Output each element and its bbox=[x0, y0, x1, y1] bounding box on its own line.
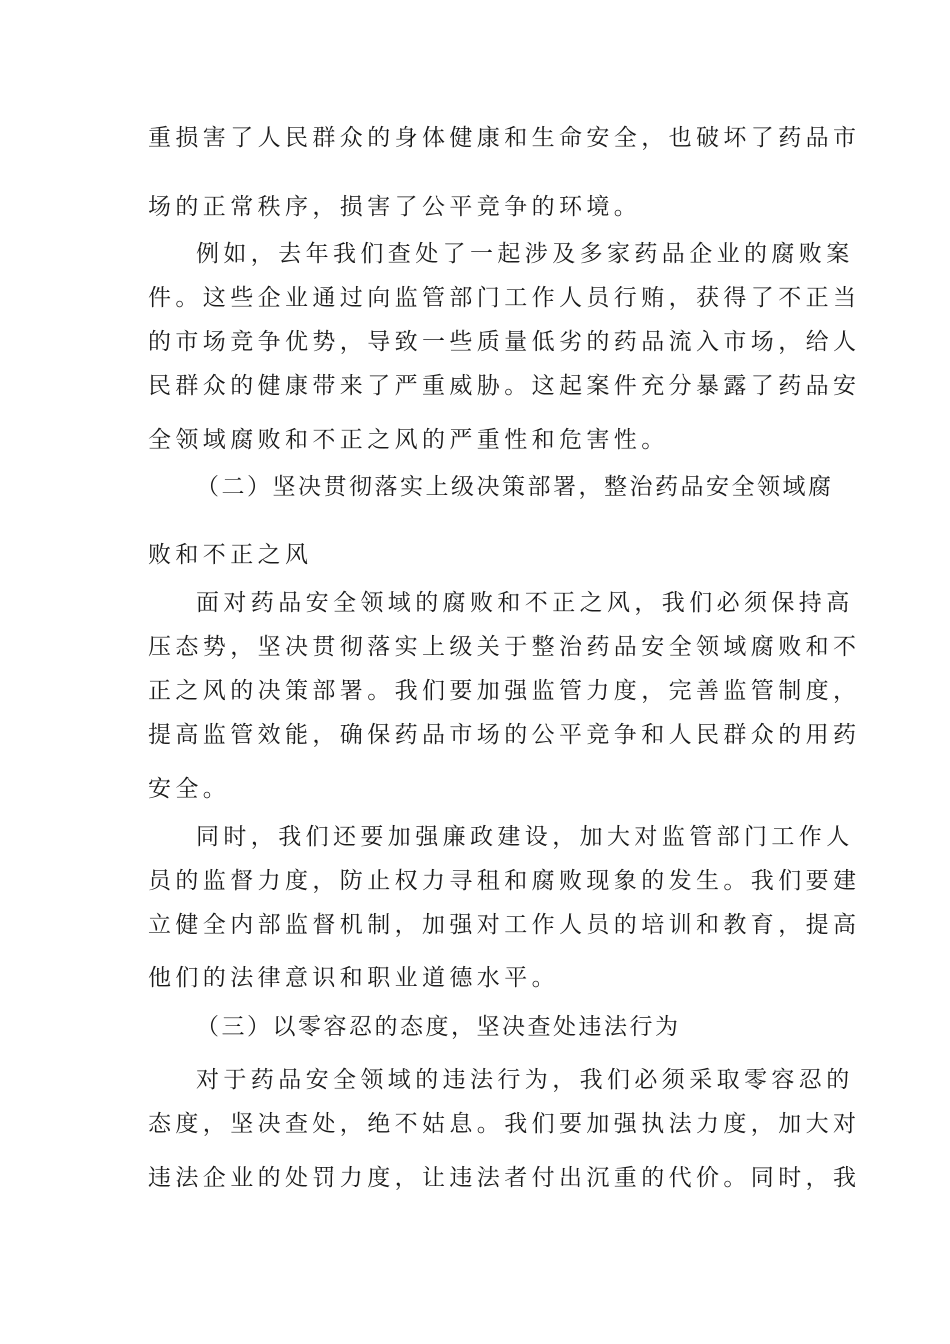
paragraph-line: 正之风的决策部署。我们要加强监管力度，完善监管制度， bbox=[148, 678, 861, 704]
paragraph-line: 员的监督力度，防止权力寻租和腐败现象的发生。我们要建 bbox=[148, 868, 861, 894]
paragraph-line: 态度，坚决查处，绝不姑息。我们要加强执法力度，加大对 bbox=[148, 1111, 861, 1137]
paragraph-line: 他们的法律意识和职业道德水平。 bbox=[148, 965, 559, 991]
paragraph-line: 件。这些企业通过向监管部门工作人员行贿，获得了不正当 bbox=[148, 285, 861, 311]
paragraph-line: 违法企业的处罚力度，让违法者付出沉重的代价。同时，我 bbox=[148, 1165, 861, 1191]
paragraph-line: 安全。 bbox=[148, 776, 231, 802]
paragraph-line: 重损害了人民群众的身体健康和生命安全，也破坏了药品市 bbox=[148, 125, 861, 151]
section-heading: （三）以零容忍的态度，坚决查处违法行为 bbox=[196, 1014, 681, 1040]
paragraph-line: 同时，我们还要加强廉政建设，加大对监管部门工作人 bbox=[196, 824, 854, 850]
paragraph-line: 对于药品安全领域的违法行为，我们必须采取零容忍的 bbox=[196, 1067, 854, 1093]
section-heading: （二）坚决贯彻落实上级决策部署，整治药品安全领域腐 bbox=[196, 474, 834, 500]
paragraph-line: 全领域腐败和不正之风的严重性和危害性。 bbox=[148, 427, 669, 453]
section-heading: 败和不正之风 bbox=[148, 542, 313, 568]
paragraph-line: 提高监管效能，确保药品市场的公平竞争和人民群众的用药 bbox=[148, 722, 861, 748]
paragraph-line: 场的正常秩序，损害了公平竞争的环境。 bbox=[148, 194, 642, 220]
paragraph-line: 面对药品安全领域的腐败和不正之风，我们必须保持高 bbox=[196, 590, 854, 616]
paragraph-line: 立健全内部监督机制，加强对工作人员的培训和教育，提高 bbox=[148, 912, 861, 938]
paragraph-line: 民群众的健康带来了严重威胁。这起案件充分暴露了药品安 bbox=[148, 373, 861, 399]
paragraph-line: 的市场竞争优势，导致一些质量低劣的药品流入市场，给人 bbox=[148, 329, 861, 355]
paragraph-line: 例如，去年我们查处了一起涉及多家药品企业的腐败案 bbox=[196, 241, 854, 267]
paragraph-line: 压态势，坚决贯彻落实上级关于整治药品安全领域腐败和不 bbox=[148, 634, 861, 660]
